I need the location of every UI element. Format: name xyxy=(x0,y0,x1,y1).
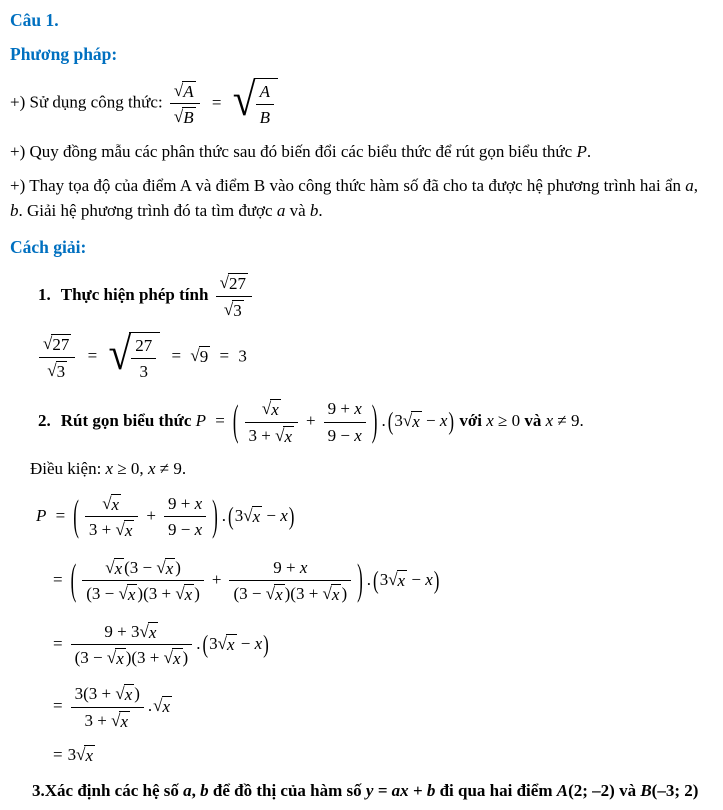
method-heading: Phương pháp: xyxy=(10,44,118,64)
fraction-denominator xyxy=(245,423,298,448)
math-token: 9 + xyxy=(167,494,195,514)
math-token: − xyxy=(407,569,426,589)
task-3-text: đi qua hai điểm xyxy=(435,781,557,801)
sqrt-x xyxy=(218,634,237,655)
math-token: x xyxy=(425,569,433,589)
fraction-denominator xyxy=(164,517,206,541)
task-1-text: Thực hiện phép tính xyxy=(60,285,209,305)
math-token: x xyxy=(486,410,494,430)
sqrt-x xyxy=(105,558,124,579)
equals-sign: = xyxy=(215,410,225,430)
math-token: 3 xyxy=(233,300,242,320)
left-paren: ( xyxy=(70,555,77,604)
fraction-numerator xyxy=(164,492,206,517)
fraction xyxy=(85,492,138,542)
math-token: x xyxy=(116,649,124,669)
point-b-coords: (–3; 2) xyxy=(651,781,699,801)
fraction-numerator xyxy=(39,332,75,358)
equation-task1 xyxy=(36,328,711,384)
math-token: x xyxy=(280,505,288,525)
fraction-denominator xyxy=(216,297,252,322)
math-token: x xyxy=(120,711,128,731)
math-token: a xyxy=(183,781,192,801)
task-3-heading xyxy=(10,778,711,804)
math-token: x xyxy=(226,634,235,654)
fraction xyxy=(216,271,252,321)
multiply-dot: . xyxy=(221,505,227,525)
radical-sign: √ xyxy=(223,299,234,319)
left-paren: ( xyxy=(373,565,379,595)
sqrt-x xyxy=(140,622,159,643)
math-token: A xyxy=(183,81,194,101)
radical-sign: √ xyxy=(232,74,256,127)
sqrt-of-fraction xyxy=(108,328,160,384)
math-token: A xyxy=(556,781,569,801)
math-token: x xyxy=(162,696,171,716)
radical-sign: √ xyxy=(105,557,115,577)
math-token: 3 + xyxy=(88,520,116,540)
math-token: x xyxy=(194,520,203,540)
sqrt xyxy=(220,273,248,294)
method-line-2 xyxy=(10,140,711,165)
fraction-denominator xyxy=(85,517,138,542)
math-token: 9 − xyxy=(327,425,355,445)
equation-p-step-3 xyxy=(48,620,711,670)
math-token: )(3 + xyxy=(284,584,323,604)
question-title: Câu 1. xyxy=(10,10,59,30)
equals-sign: = xyxy=(171,346,182,366)
left-paren: ( xyxy=(387,406,394,436)
sqrt-x xyxy=(175,584,194,605)
fraction xyxy=(71,682,144,732)
math-token: y = ax + b xyxy=(365,781,436,801)
fraction xyxy=(256,80,274,130)
equals-sign: = xyxy=(53,695,63,715)
solution-heading: Cách giải: xyxy=(10,237,87,258)
sqrt-x xyxy=(323,584,342,605)
math-token: 3 xyxy=(394,410,403,430)
math-token: 3(3 + xyxy=(74,684,116,704)
math-token: ) xyxy=(175,557,181,577)
equals-sign: = xyxy=(87,346,98,366)
math-token: x xyxy=(275,585,283,605)
fraction-numerator xyxy=(245,397,298,423)
fraction xyxy=(39,332,75,382)
left-paren: ( xyxy=(73,491,79,540)
fraction xyxy=(245,397,298,447)
sqrt-x xyxy=(262,399,281,420)
fraction xyxy=(324,397,366,447)
multiply-dot: . xyxy=(381,410,386,430)
math-token: 27 xyxy=(229,274,247,294)
sqrt-x xyxy=(243,506,262,527)
sqrt xyxy=(47,361,67,382)
right-paren: ) xyxy=(212,491,218,540)
radical-sign: √ xyxy=(153,695,163,715)
fraction-numerator xyxy=(82,556,204,582)
math-token: 3 xyxy=(67,745,77,765)
sqrt-x xyxy=(266,584,285,605)
fraction-numerator xyxy=(71,682,144,708)
math-token: x xyxy=(545,410,554,430)
math-token: x xyxy=(85,746,93,766)
method-line-3 xyxy=(10,174,711,223)
equation-p-step-2 xyxy=(48,556,711,606)
math-token: )(3 + xyxy=(125,648,164,668)
math-token: B xyxy=(640,781,652,801)
task-3-text: 3.Xác định các hệ số xyxy=(32,781,184,801)
radical-sign: √ xyxy=(139,621,149,641)
math-token: a xyxy=(276,200,286,220)
fraction-numerator: 27 xyxy=(131,334,156,359)
task-1-heading xyxy=(38,271,711,321)
math-token: 3 + xyxy=(248,425,276,445)
radical-sign: √ xyxy=(265,584,276,604)
math-token: ) xyxy=(194,584,200,604)
math-token: x xyxy=(111,494,120,514)
task-3-text: và xyxy=(614,781,641,801)
plus-sign: + xyxy=(306,410,316,430)
right-paren: ) xyxy=(448,406,455,436)
math-token: ≥ 0 xyxy=(493,410,525,430)
radical-sign: √ xyxy=(156,557,166,577)
math-token: x xyxy=(194,494,203,514)
fraction-denominator xyxy=(71,708,144,733)
radical-sign: √ xyxy=(190,346,200,366)
fraction-denominator xyxy=(170,104,200,129)
method-line-2-period: . xyxy=(586,141,592,161)
fraction xyxy=(131,334,156,384)
radical-sign: √ xyxy=(115,684,125,704)
fraction-denominator xyxy=(229,581,351,606)
sqrt-x xyxy=(116,520,135,541)
math-token: − xyxy=(236,633,255,653)
radical-sign: √ xyxy=(402,410,413,430)
fraction-numerator xyxy=(324,397,366,422)
fraction xyxy=(71,620,193,670)
equals-sign: = xyxy=(211,92,222,112)
fraction-denominator: B xyxy=(259,108,270,128)
math-token: )(3 + xyxy=(137,584,176,604)
math-token: x xyxy=(252,506,261,526)
math-token: 3 xyxy=(56,361,66,381)
math-token: P xyxy=(576,141,587,161)
radical-sign: √ xyxy=(111,710,121,730)
point-a-coords: (2; –2) xyxy=(568,781,615,801)
fraction xyxy=(164,492,206,542)
fraction xyxy=(170,79,200,129)
math-token: 27 xyxy=(52,335,70,355)
radical-sign: √ xyxy=(47,360,57,380)
sqrt-x xyxy=(102,494,121,515)
radical-sign: √ xyxy=(388,569,398,589)
math-token: P xyxy=(195,410,207,430)
radical-sign: √ xyxy=(118,584,128,604)
task-1-number: 1. xyxy=(38,285,51,305)
math-token: x xyxy=(148,622,157,642)
equals-sign: = xyxy=(53,633,63,653)
math-token: 3 xyxy=(379,569,389,589)
sqrt-x xyxy=(388,570,407,591)
radical-sign: √ xyxy=(173,80,184,100)
math-token: 3 xyxy=(209,633,218,653)
task-3-text: , xyxy=(191,781,201,801)
math-token: x xyxy=(184,585,193,605)
method-line-3-text: . Giải hệ phương trình đó ta tìm được xyxy=(18,200,277,220)
sqrt-content xyxy=(254,78,278,130)
math-token: a xyxy=(685,176,694,196)
math-token: ≥ 0, xyxy=(113,459,148,479)
right-paren: ) xyxy=(371,396,378,445)
sqrt-x xyxy=(115,684,134,705)
fraction-denominator xyxy=(324,423,366,447)
condition-word: và xyxy=(524,410,546,430)
math-token: 9 + 3 xyxy=(104,621,140,641)
condition-line xyxy=(30,457,711,482)
math-token: (3 − xyxy=(233,584,266,604)
math-token: 3 xyxy=(238,346,247,366)
math-token: x xyxy=(173,649,181,669)
math-token: x xyxy=(354,399,362,419)
sqrt xyxy=(190,346,210,367)
method-line-3-text: , xyxy=(693,176,698,196)
math-token: x xyxy=(284,426,293,446)
fraction xyxy=(82,556,204,606)
condition-label: Điều kiện: xyxy=(30,459,106,479)
fraction-denominator xyxy=(82,581,204,606)
sqrt-x xyxy=(153,696,172,717)
radical-sign: √ xyxy=(175,584,185,604)
plus-sign: + xyxy=(146,505,156,525)
math-token: ≠ 9. xyxy=(155,459,187,479)
radical-sign: √ xyxy=(76,745,86,765)
equation-p-step-1 xyxy=(36,492,711,542)
task-2-text: Rút gọn biểu thức xyxy=(60,410,192,430)
fraction-denominator xyxy=(71,645,193,670)
math-token: ) xyxy=(341,584,348,604)
math-token: x xyxy=(124,521,133,541)
sqrt-x xyxy=(164,648,183,669)
math-token: − xyxy=(421,410,440,430)
math-token: ) xyxy=(182,648,189,668)
task-2-number: 2. xyxy=(38,410,51,430)
math-token: x xyxy=(354,425,362,445)
math-token: 9 xyxy=(199,347,209,367)
method-line-3-text: +) Thay tọa độ của điểm A và điểm B vào công thức hàm số đã cho ta được hệ phương trình hai ẩn xyxy=(10,176,686,196)
sqrt-x xyxy=(275,426,294,447)
math-token: x xyxy=(331,585,340,605)
radical-sign: √ xyxy=(108,328,132,380)
math-token: (3 − xyxy=(124,557,157,577)
math-token: B xyxy=(183,108,194,128)
radical-sign: √ xyxy=(322,584,332,604)
method-formula-line xyxy=(10,74,711,130)
task-2-heading xyxy=(38,397,711,447)
method-line-3-period: . xyxy=(318,200,323,220)
sqrt-x xyxy=(76,745,95,766)
math-token: ) xyxy=(134,684,140,704)
math-token: 3 + xyxy=(84,710,112,730)
math-token: x xyxy=(165,558,174,578)
multiply-dot: . xyxy=(196,633,201,653)
math-token: x xyxy=(105,459,114,479)
radical-sign: √ xyxy=(219,273,230,293)
math-token: − xyxy=(262,505,281,525)
equals-sign: = xyxy=(219,346,230,366)
radical-sign: √ xyxy=(217,633,227,653)
radical-sign: √ xyxy=(261,399,272,419)
task-3-text: để đồ thị của hàm số xyxy=(208,781,366,801)
math-token: x xyxy=(412,411,420,431)
math-token: b xyxy=(10,200,19,220)
sqrt xyxy=(43,334,71,355)
left-paren: ( xyxy=(202,629,209,659)
fraction-numerator xyxy=(85,492,138,518)
math-token: x xyxy=(124,685,133,705)
multiply-dot: . xyxy=(366,569,372,589)
fraction-numerator xyxy=(71,620,193,646)
left-paren: ( xyxy=(228,501,234,531)
math-token: 3 xyxy=(234,505,244,525)
radical-sign: √ xyxy=(106,648,117,668)
math-token: x xyxy=(147,459,156,479)
sqrt-x xyxy=(111,711,130,732)
method-line-3-text: và xyxy=(285,200,310,220)
sqrt-content xyxy=(129,332,160,384)
math-token: P xyxy=(36,505,47,525)
sqrt xyxy=(224,300,244,321)
right-paren: ) xyxy=(263,629,269,659)
equation-p-result xyxy=(48,744,711,766)
sqrt-of-fraction xyxy=(232,74,278,130)
equation-p-step-4 xyxy=(48,682,711,732)
left-paren: ( xyxy=(232,396,239,445)
method-formula-label: +) Sử dụng công thức: xyxy=(10,92,163,112)
math-token: ≠ 9. xyxy=(553,410,584,430)
math-token: x xyxy=(254,633,263,653)
math-token: (3 − xyxy=(74,648,107,668)
radical-sign: √ xyxy=(163,648,173,668)
sqrt xyxy=(174,81,196,102)
equals-sign: = xyxy=(55,505,66,525)
right-paren: ) xyxy=(433,565,440,595)
sqrt-x xyxy=(119,584,138,605)
math-token: x xyxy=(127,585,136,605)
math-token: 9 + xyxy=(327,399,355,419)
math-token: x xyxy=(271,400,279,420)
math-token: b xyxy=(200,781,209,801)
fraction-numerator xyxy=(229,556,351,581)
radical-sign: √ xyxy=(243,505,253,525)
multiply-dot: . xyxy=(147,695,153,715)
sqrt-x xyxy=(107,648,126,669)
fraction-numerator xyxy=(216,271,252,297)
fraction-numerator: A xyxy=(256,80,274,105)
math-token: x xyxy=(439,410,448,430)
sqrt xyxy=(174,107,196,128)
method-line-2-text: +) Quy đồng mẫu các phân thức sau đó biến đổi các biểu thức để rút gọn biểu thức xyxy=(10,141,577,161)
radical-sign: √ xyxy=(43,334,53,354)
math-token: x xyxy=(114,558,123,578)
right-paren: ) xyxy=(288,501,295,531)
radical-sign: √ xyxy=(102,493,112,513)
math-token: 9 − xyxy=(167,520,195,540)
math-token: b xyxy=(309,200,319,220)
equals-sign: = xyxy=(53,569,63,589)
fraction-denominator xyxy=(39,358,75,383)
radical-sign: √ xyxy=(275,425,285,445)
math-token: 9 + xyxy=(273,558,300,577)
radical-sign: √ xyxy=(173,107,184,127)
plus-sign: + xyxy=(211,569,222,589)
fraction xyxy=(229,556,351,606)
equals-sign: = xyxy=(53,745,63,765)
math-token: x xyxy=(299,558,308,577)
sqrt-x xyxy=(403,411,422,432)
math-token: x xyxy=(397,570,406,590)
radical-sign: √ xyxy=(115,520,125,540)
fraction-denominator: 3 xyxy=(139,361,149,381)
math-token: (3 − xyxy=(86,584,119,604)
condition-word: với xyxy=(459,410,487,430)
fraction-numerator xyxy=(170,79,200,105)
sqrt-x xyxy=(156,558,175,579)
right-paren: ) xyxy=(357,555,363,604)
